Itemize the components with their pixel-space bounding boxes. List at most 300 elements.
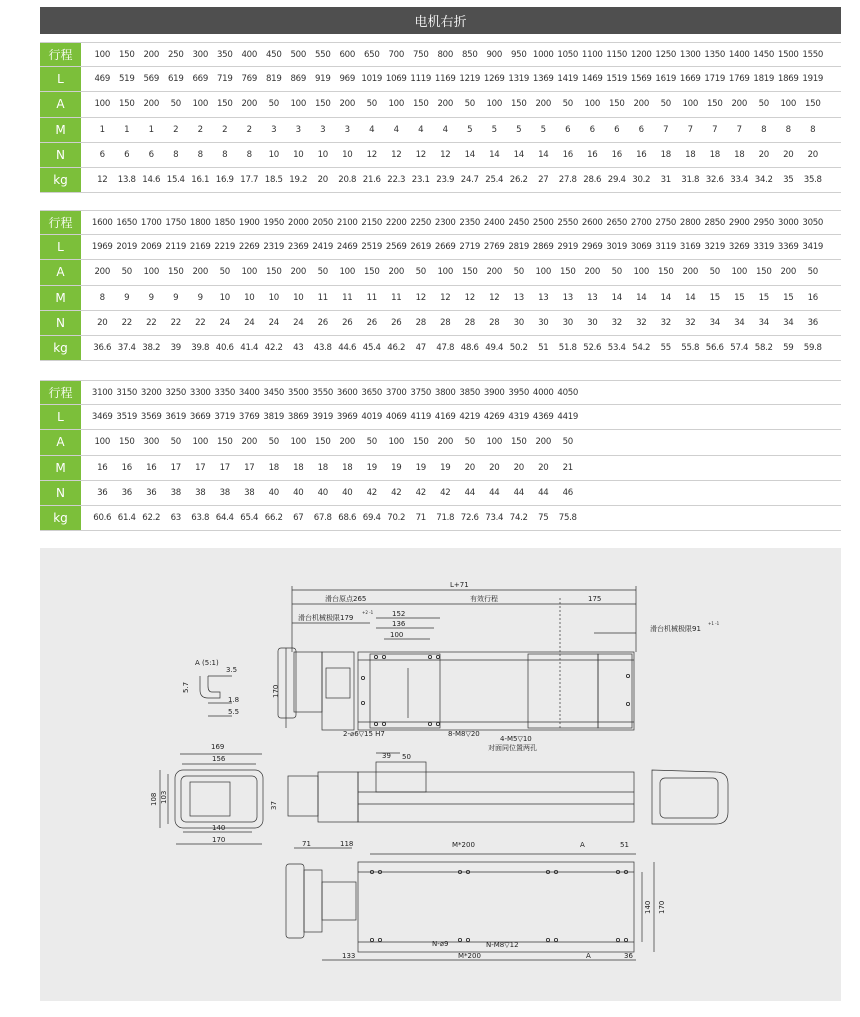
table-cell: 450 <box>265 49 282 60</box>
table-cell: 2669 <box>434 242 456 253</box>
table-cell: 40 <box>342 487 353 498</box>
table-cell: 8 <box>785 124 791 135</box>
table-cell: 3700 <box>385 387 407 398</box>
table-cell: 2400 <box>483 217 505 228</box>
table-cell: 2769 <box>483 242 505 253</box>
table-cell: 869 <box>290 74 306 85</box>
table-cell: 19.2 <box>289 175 308 186</box>
table-cell: 969 <box>339 74 355 85</box>
table-cell: 49.4 <box>485 343 504 354</box>
dim-71: 71 <box>302 840 311 848</box>
table-cell: 34 <box>734 317 745 328</box>
table-cell: 50 <box>219 267 230 278</box>
spec-row-4 <box>40 143 841 168</box>
table-cell: 47.8 <box>436 343 455 354</box>
dim-103: 103 <box>160 790 168 804</box>
table-cell: 2250 <box>410 217 432 228</box>
table-cell: 36 <box>97 487 108 498</box>
note-pin: 2-⌀6▽15 H7 <box>343 730 385 738</box>
table-cell: 59.8 <box>803 343 822 354</box>
table-cell: 1969 <box>91 242 113 253</box>
table-cell: 1269 <box>483 74 505 85</box>
dim-108: 108 <box>150 792 158 806</box>
table-cell: 2819 <box>508 242 530 253</box>
table-cell: 1919 <box>802 74 824 85</box>
table-cell: 1300 <box>679 49 701 60</box>
table-cell: 2700 <box>630 217 652 228</box>
table-cell: 1 <box>148 124 154 135</box>
table-cell: 1 <box>99 124 105 135</box>
table-cell: 56.6 <box>705 343 724 354</box>
table-cell: 150 <box>657 267 674 278</box>
table-cell: 42 <box>415 487 426 498</box>
table-cell: 8 <box>246 149 252 160</box>
table-cell: 2119 <box>165 242 187 253</box>
table-cell: 2900 <box>728 217 750 228</box>
table-cell: 2850 <box>704 217 726 228</box>
table-cell: 35 <box>783 175 794 186</box>
table-cell: 200 <box>143 99 159 110</box>
table-cell: 3119 <box>655 242 677 253</box>
table-cell: 3269 <box>728 242 750 253</box>
dim-169: 169 <box>211 743 225 751</box>
detail-a-label: A (5:1) <box>195 659 219 667</box>
table-cell: 100 <box>192 437 208 448</box>
table-cell: 40 <box>268 487 279 498</box>
page-title: 电机右折 <box>40 7 841 34</box>
table-cell: 19 <box>440 462 451 473</box>
table-cell: 200 <box>143 49 159 60</box>
table-cell: 2500 <box>532 217 554 228</box>
spec-table-2 <box>40 210 841 361</box>
table-cell: 3969 <box>336 412 358 423</box>
table-cell: 3819 <box>263 412 285 423</box>
table-cell: 2619 <box>410 242 432 253</box>
table-cell: 4 <box>393 124 399 135</box>
row-label: N <box>40 143 81 167</box>
table-cell: 2 <box>197 124 203 135</box>
dim-140: 140 <box>212 824 226 832</box>
row-label: N <box>40 481 81 505</box>
table-cell: 3650 <box>361 387 383 398</box>
row-cells <box>81 143 825 167</box>
table-cell: 7 <box>687 124 693 135</box>
dim-limit-right: 滑台机械极限91 <box>650 625 701 633</box>
table-cell: 2450 <box>508 217 530 228</box>
row-label: L <box>40 405 81 429</box>
table-cell: 4369 <box>532 412 554 423</box>
table-cell: 9 <box>173 292 179 303</box>
table-cell: 17 <box>195 462 206 473</box>
table-cell: 5 <box>516 124 522 135</box>
table-cell: 39 <box>170 343 181 354</box>
row-cells <box>81 43 825 66</box>
table-cell: 2550 <box>557 217 579 228</box>
table-cell: 1019 <box>361 74 383 85</box>
table-cell: 100 <box>94 437 110 448</box>
table-cell: 17 <box>170 462 181 473</box>
table-cell: 100 <box>633 267 649 278</box>
dim-175: 175 <box>588 595 602 603</box>
table-cell: 38.2 <box>142 343 161 354</box>
table-cell: 100 <box>339 267 355 278</box>
table-cell: 13 <box>587 292 598 303</box>
table-cell: 20.8 <box>338 175 357 186</box>
row-label: A <box>40 260 81 284</box>
dim-L71: L+71 <box>450 581 469 589</box>
table-cell: 200 <box>780 267 796 278</box>
table-cell: 150 <box>510 99 527 110</box>
table-cell: 25.4 <box>485 175 504 186</box>
table-cell: 350 <box>216 49 233 60</box>
table-cell: 57.4 <box>730 343 749 354</box>
table-cell: 32 <box>660 317 671 328</box>
table-cell: 3900 <box>483 387 505 398</box>
table-cell: 24 <box>219 317 230 328</box>
table-cell: 150 <box>608 99 625 110</box>
table-cell: 3019 <box>606 242 628 253</box>
row-label: A <box>40 430 81 454</box>
table-cell: 17 <box>219 462 230 473</box>
table-cell: 10 <box>317 149 328 160</box>
table-cell: 50 <box>611 267 622 278</box>
table-cell: 9 <box>197 292 203 303</box>
table-cell: 100 <box>437 267 453 278</box>
spec-row-1 <box>40 67 841 92</box>
dim-152: 152 <box>392 610 406 618</box>
row-label: A <box>40 92 81 116</box>
table-cell: 12 <box>415 149 426 160</box>
table-cell: 200 <box>682 267 698 278</box>
table-cell: 22.3 <box>387 175 406 186</box>
table-cell: 5 <box>540 124 546 135</box>
table-cell: 150 <box>363 267 380 278</box>
table-cell: 200 <box>339 437 355 448</box>
table-cell: 200 <box>290 267 306 278</box>
table-cell: 59 <box>783 343 794 354</box>
table-cell: 11 <box>366 292 377 303</box>
table-cell: 45.4 <box>362 343 381 354</box>
spec-row-3 <box>40 118 841 143</box>
table-cell: 36 <box>121 487 132 498</box>
table-cell: 20 <box>807 149 818 160</box>
table-cell: 30.2 <box>632 175 651 186</box>
table-cell: 3850 <box>459 387 481 398</box>
table-cell: 36 <box>146 487 157 498</box>
table-cell: 34 <box>783 317 794 328</box>
table-cell: 3519 <box>116 412 138 423</box>
table-cell: 50 <box>268 99 279 110</box>
table-cell: 13 <box>562 292 573 303</box>
table-cell: 1600 <box>91 217 113 228</box>
row-cells <box>81 481 580 505</box>
table-cell: 150 <box>755 267 772 278</box>
table-cell: 22 <box>146 317 157 328</box>
table-cell: 3150 <box>116 387 138 398</box>
table-cell: 3369 <box>777 242 799 253</box>
table-cell: 50 <box>366 99 377 110</box>
dim-170v: 170 <box>658 900 666 914</box>
table-cell: 27 <box>538 175 549 186</box>
table-cell: 1400 <box>728 49 750 60</box>
spec-row-1 <box>40 405 841 430</box>
row-label: kg <box>40 168 81 192</box>
table-cell: 40 <box>317 487 328 498</box>
table-cell: 12 <box>440 292 451 303</box>
table-cell: 100 <box>290 99 306 110</box>
table-cell: 16 <box>636 149 647 160</box>
table-cell: 3600 <box>336 387 358 398</box>
row-cells <box>81 506 580 530</box>
table-cell: 3400 <box>238 387 260 398</box>
table-cell: 8 <box>173 149 179 160</box>
table-cell: 28 <box>489 317 500 328</box>
table-cell: 2600 <box>581 217 603 228</box>
dim-1-8: 1.8 <box>228 696 240 704</box>
table-cell: 4319 <box>508 412 530 423</box>
table-cell: 20 <box>489 462 500 473</box>
table-cell: 44 <box>489 487 500 498</box>
dim-50: 50 <box>402 753 411 761</box>
table-cell: 3469 <box>91 412 113 423</box>
table-cell: 250 <box>167 49 184 60</box>
table-cell: 1050 <box>557 49 579 60</box>
table-cell: 50 <box>366 437 377 448</box>
table-cell: 3450 <box>263 387 285 398</box>
table-cell: 16 <box>587 149 598 160</box>
table-cell: 1169 <box>434 74 456 85</box>
table-cell: 100 <box>535 267 551 278</box>
table-cell: 3 <box>295 124 301 135</box>
table-cell: 14 <box>513 149 524 160</box>
table-cell: 550 <box>314 49 331 60</box>
table-cell: 14 <box>489 149 500 160</box>
table-cell: 21 <box>562 462 573 473</box>
table-cell: 150 <box>118 99 135 110</box>
table-cell: 4050 <box>557 387 579 398</box>
table-cell: 2519 <box>361 242 383 253</box>
table-cell: 67.8 <box>313 513 332 524</box>
table-cell: 30 <box>587 317 598 328</box>
spec-row-1 <box>40 235 841 260</box>
table-cell: 24 <box>293 317 304 328</box>
table-cell: 30 <box>513 317 524 328</box>
table-cell: 16 <box>146 462 157 473</box>
table-cell: 34 <box>709 317 720 328</box>
table-cell: 63.8 <box>191 513 210 524</box>
table-cell: 3169 <box>679 242 701 253</box>
table-cell: 42.2 <box>264 343 283 354</box>
table-cell: 2419 <box>312 242 334 253</box>
table-cell: 31 <box>660 175 671 186</box>
row-label: kg <box>40 506 81 530</box>
spec-row-0 <box>40 380 841 405</box>
table-cell: 1700 <box>140 217 162 228</box>
dim-limit-right-tol: +1 -1 <box>708 621 720 626</box>
table-cell: 50 <box>758 99 769 110</box>
table-cell: 23.1 <box>411 175 430 186</box>
table-cell: 3550 <box>312 387 334 398</box>
table-cell: 50 <box>562 99 573 110</box>
table-cell: 50 <box>317 267 328 278</box>
table-cell: 4419 <box>557 412 579 423</box>
table-cell: 2869 <box>532 242 554 253</box>
table-cell: 68.6 <box>338 513 357 524</box>
table-cell: 1119 <box>410 74 432 85</box>
table-cell: 2069 <box>140 242 162 253</box>
table-cell: 4269 <box>483 412 505 423</box>
note-m8: 8-M8▽20 <box>448 730 480 738</box>
table-cell: 2269 <box>238 242 260 253</box>
table-cell: 1519 <box>606 74 628 85</box>
spec-row-4 <box>40 311 841 336</box>
table-cell: 51 <box>538 343 549 354</box>
table-cell: 66.2 <box>264 513 283 524</box>
table-cell: 1 <box>124 124 130 135</box>
table-cell: 569 <box>143 74 159 85</box>
table-cell: 1100 <box>581 49 603 60</box>
table-cell: 719 <box>216 74 233 85</box>
table-cell: 150 <box>167 267 184 278</box>
dim-140v: 140 <box>644 900 652 914</box>
table-cell: 6 <box>638 124 644 135</box>
table-cell: 28 <box>415 317 426 328</box>
dim-M200: M*200 <box>452 841 475 849</box>
table-cell: 819 <box>265 74 282 85</box>
table-cell: 18 <box>660 149 671 160</box>
table-cell: 1419 <box>557 74 579 85</box>
table-cell: 469 <box>94 74 110 85</box>
table-cell: 26 <box>366 317 377 328</box>
table-cell: 18 <box>685 149 696 160</box>
table-cell: 3 <box>271 124 277 135</box>
table-cell: 150 <box>216 437 233 448</box>
row-label: M <box>40 118 81 142</box>
spec-row-4 <box>40 481 841 506</box>
table-cell: 1950 <box>263 217 285 228</box>
table-cell: 2200 <box>385 217 407 228</box>
table-cell: 30 <box>562 317 573 328</box>
table-cell: 1800 <box>189 217 211 228</box>
table-cell: 200 <box>388 267 404 278</box>
spec-row-3 <box>40 286 841 311</box>
row-label: kg <box>40 336 81 360</box>
table-cell: 20 <box>97 317 108 328</box>
table-cell: 71.8 <box>436 513 455 524</box>
table-cell: 150 <box>216 99 233 110</box>
table-cell: 74.2 <box>509 513 528 524</box>
table-cell: 24 <box>244 317 255 328</box>
table-cell: 3719 <box>214 412 236 423</box>
table-cell: 1650 <box>116 217 138 228</box>
table-cell: 2 <box>246 124 252 135</box>
table-cell: 36 <box>807 317 818 328</box>
table-cell: 6 <box>99 149 105 160</box>
table-cell: 2019 <box>116 242 138 253</box>
table-cell: 39.8 <box>191 343 210 354</box>
dim-5-5: 5.5 <box>228 708 240 716</box>
spec-table-1 <box>40 42 841 193</box>
table-cell: 150 <box>118 437 135 448</box>
table-cell: 300 <box>192 49 208 60</box>
dim-M200b: M*200 <box>458 952 481 960</box>
table-cell: 62.2 <box>142 513 161 524</box>
table-cell: 14 <box>611 292 622 303</box>
table-cell: 18 <box>734 149 745 160</box>
row-label: L <box>40 235 81 259</box>
table-cell: 4 <box>369 124 375 135</box>
note-m5-b: 对面同位置两孔 <box>488 744 537 752</box>
table-cell: 64.4 <box>215 513 234 524</box>
table-cell: 35.8 <box>803 175 822 186</box>
table-cell: 72.6 <box>460 513 479 524</box>
table-cell: 18 <box>268 462 279 473</box>
table-cell: 36.6 <box>93 343 112 354</box>
table-cell: 16 <box>611 149 622 160</box>
table-cell: 73.4 <box>485 513 504 524</box>
table-cell: 1850 <box>214 217 236 228</box>
table-cell: 10 <box>268 292 279 303</box>
table-cell: 30 <box>538 317 549 328</box>
dim-136: 136 <box>392 620 406 628</box>
table-cell: 7 <box>712 124 718 135</box>
table-cell: 1450 <box>753 49 775 60</box>
table-cell: 100 <box>143 267 159 278</box>
spec-row-2 <box>40 430 841 455</box>
table-cell: 38 <box>219 487 230 498</box>
table-cell: 200 <box>437 99 453 110</box>
table-cell: 20 <box>538 462 549 473</box>
table-cell: 100 <box>241 267 257 278</box>
table-cell: 4 <box>418 124 424 135</box>
table-cell: 24 <box>268 317 279 328</box>
table-cell: 669 <box>192 74 208 85</box>
table-cell: 40 <box>293 487 304 498</box>
table-cell: 9 <box>148 292 154 303</box>
table-cell: 6 <box>148 149 154 160</box>
table-cell: 3769 <box>238 412 260 423</box>
table-cell: 2800 <box>679 217 701 228</box>
table-cell: 150 <box>118 49 135 60</box>
table-cell: 14 <box>636 292 647 303</box>
table-cell: 14.6 <box>142 175 161 186</box>
table-cell: 22 <box>170 317 181 328</box>
dim-170: 170 <box>272 684 280 698</box>
table-cell: 200 <box>192 267 208 278</box>
table-cell: 20 <box>783 149 794 160</box>
table-cell: 3200 <box>140 387 162 398</box>
table-cell: 75.8 <box>558 513 577 524</box>
table-cell: 18 <box>342 462 353 473</box>
table-cell: 2350 <box>459 217 481 228</box>
table-cell: 60.6 <box>93 513 112 524</box>
table-cell: 15 <box>783 292 794 303</box>
table-cell: 43.8 <box>313 343 332 354</box>
table-cell: 2000 <box>287 217 309 228</box>
table-cell: 2369 <box>287 242 309 253</box>
row-label: 行程 <box>40 43 81 66</box>
table-cell: 800 <box>437 49 453 60</box>
table-cell: 150 <box>706 99 723 110</box>
table-cell: 1669 <box>679 74 701 85</box>
dim-100: 100 <box>390 631 404 639</box>
row-cells <box>81 260 825 284</box>
table-cell: 150 <box>461 267 478 278</box>
spec-row-3 <box>40 456 841 481</box>
table-cell: 15 <box>758 292 769 303</box>
row-cells <box>81 118 825 142</box>
table-cell: 15 <box>734 292 745 303</box>
